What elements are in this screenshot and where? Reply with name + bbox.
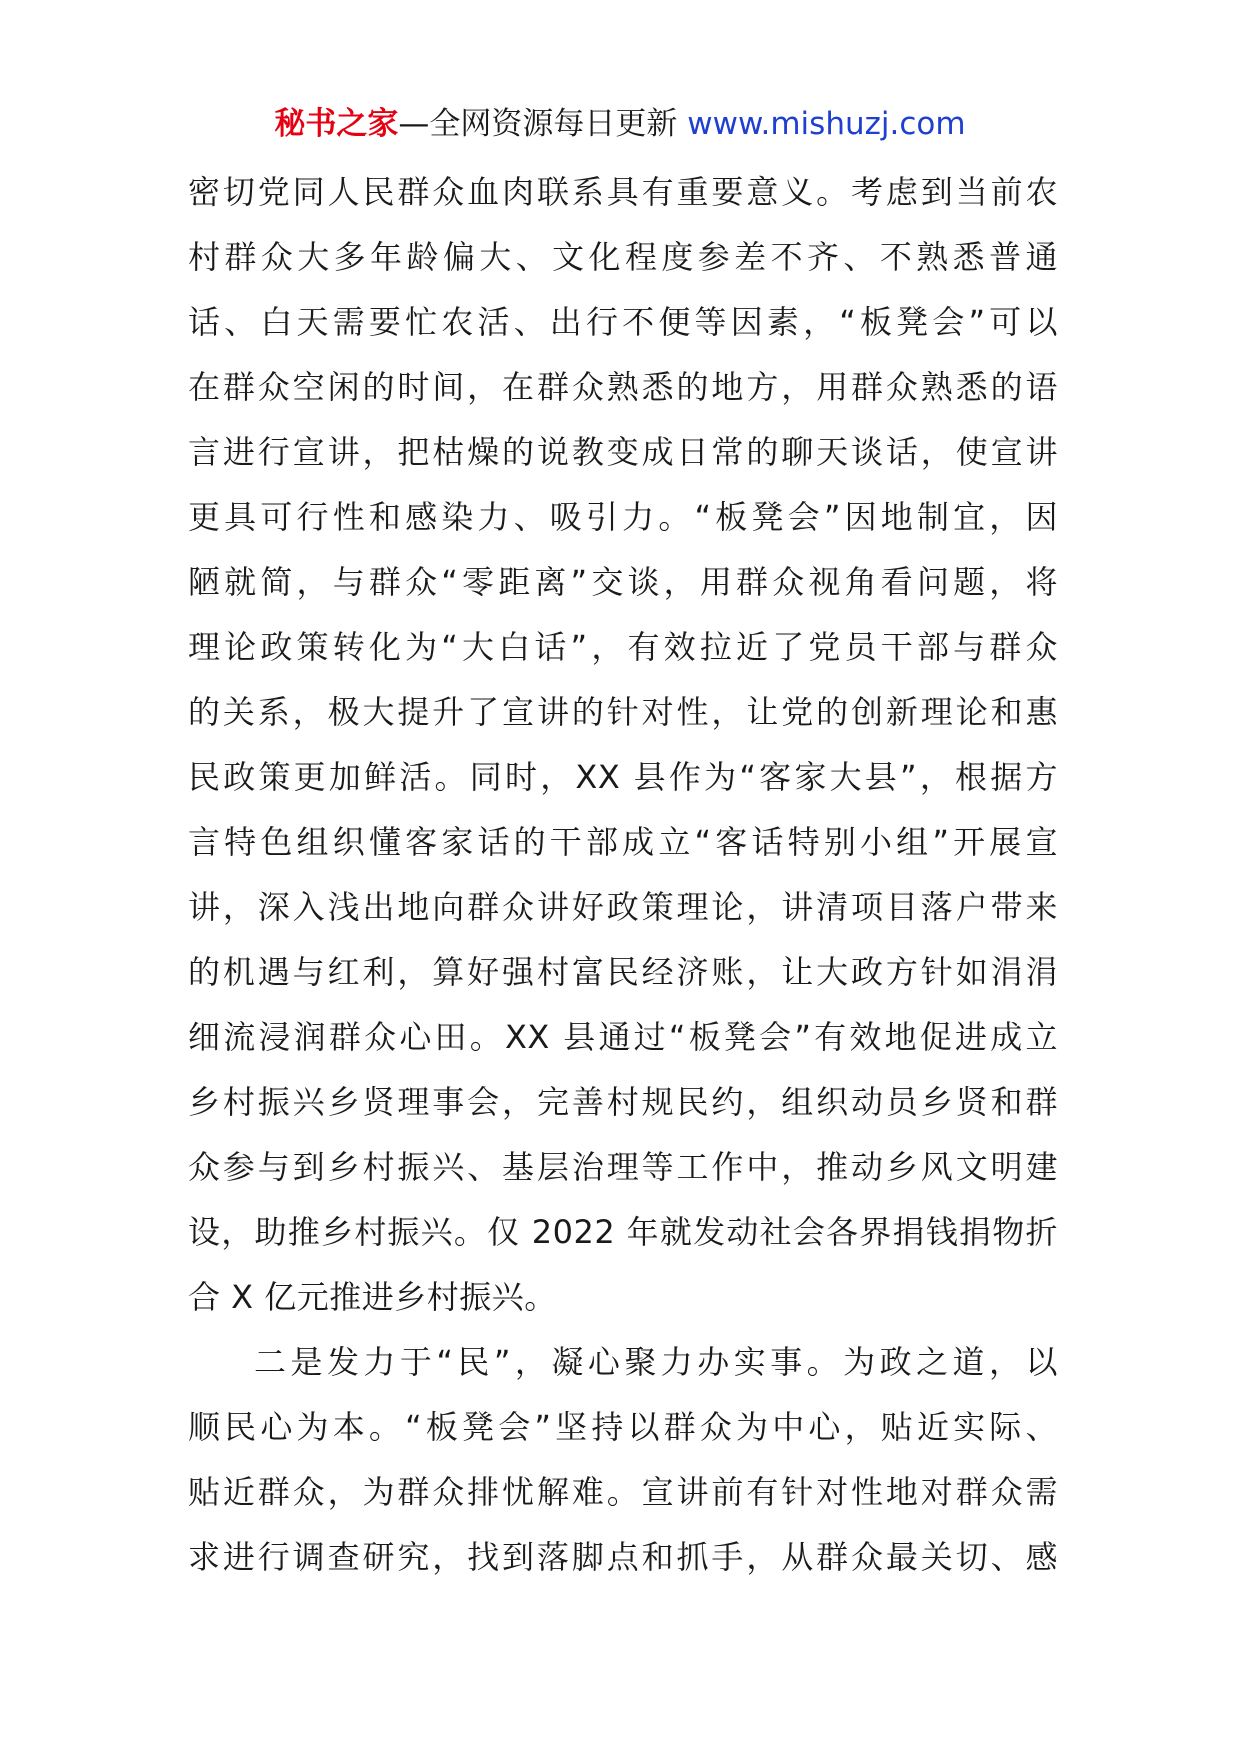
paragraph-first-line: 二是发力于“民”，凝心聚力办实事。为政之道，以 <box>254 1343 1058 1381</box>
text-line: 贴近群众，为群众排忧解难。宣讲前有针对性地对群众需 <box>188 1473 1058 1511</box>
text-line: 细流浸润群众心田。XX 县通过“板凳会”有效地促进成立 <box>188 1018 1058 1056</box>
page-header <box>0 102 1240 146</box>
text-line: 更具可行性和感染力、吸引力。“板凳会”因地制宜，因 <box>188 498 1058 536</box>
text-line: 设，助推乡村振兴。仅 2022 年就发动社会各界捐钱捐物折 <box>188 1213 1058 1251</box>
text-line: 村群众大多年龄偏大、文化程度参差不齐、不熟悉普通 <box>188 238 1058 276</box>
text-line: 言进行宣讲，把枯燥的说教变成日常的聊天谈话，使宣讲 <box>188 433 1058 471</box>
text-line: 民政策更加鲜活。同时，XX 县作为“客家大县”，根据方 <box>188 758 1058 796</box>
text-line: 在群众空闲的时间，在群众熟悉的地方，用群众熟悉的语 <box>188 368 1058 406</box>
text-line: 言特色组织懂客家话的干部成立“客话特别小组”开展宣 <box>188 823 1058 861</box>
document-body <box>188 160 1058 1590</box>
header-slogan: —全网资源每日更新 <box>398 106 688 142</box>
text-line: 理论政策转化为“大白话”，有效拉近了党员干部与群众 <box>188 628 1058 666</box>
text-line: 话、白天需要忙农活、出行不便等因素，“板凳会”可以 <box>188 303 1058 341</box>
text-line: 众参与到乡村振兴、基层治理等工作中，推动乡风文明建 <box>188 1148 1058 1186</box>
brand-name: 秘书之家 <box>274 106 399 142</box>
text-line: 的机遇与红利，算好强村富民经济账，让大政方针如涓涓 <box>188 953 1058 991</box>
text-line: 顺民心为本。“板凳会”坚持以群众为中心，贴近实际、 <box>188 1408 1058 1446</box>
text-line: 乡村振兴乡贤理事会，完善村规民约，组织动员乡贤和群 <box>188 1083 1058 1121</box>
text-line: 的关系，极大提升了宣讲的针对性，让党的创新理论和惠 <box>188 693 1058 731</box>
text-line: 陋就简，与群众“零距离”交谈，用群众视角看问题，将 <box>188 563 1058 601</box>
text-line: 求进行调查研究，找到落脚点和抓手，从群众最关切、感 <box>188 1538 1058 1576</box>
website-link[interactable]: www.mishuzj.com <box>687 106 966 142</box>
text-line: 讲，深入浅出地向群众讲好政策理论，讲清项目落户带来 <box>188 888 1058 926</box>
paragraph-last-line: 合 X 亿元推进乡村振兴。 <box>188 1278 557 1316</box>
text-line: 密切党同人民群众血肉联系具有重要意义。考虑到当前农 <box>188 173 1058 211</box>
